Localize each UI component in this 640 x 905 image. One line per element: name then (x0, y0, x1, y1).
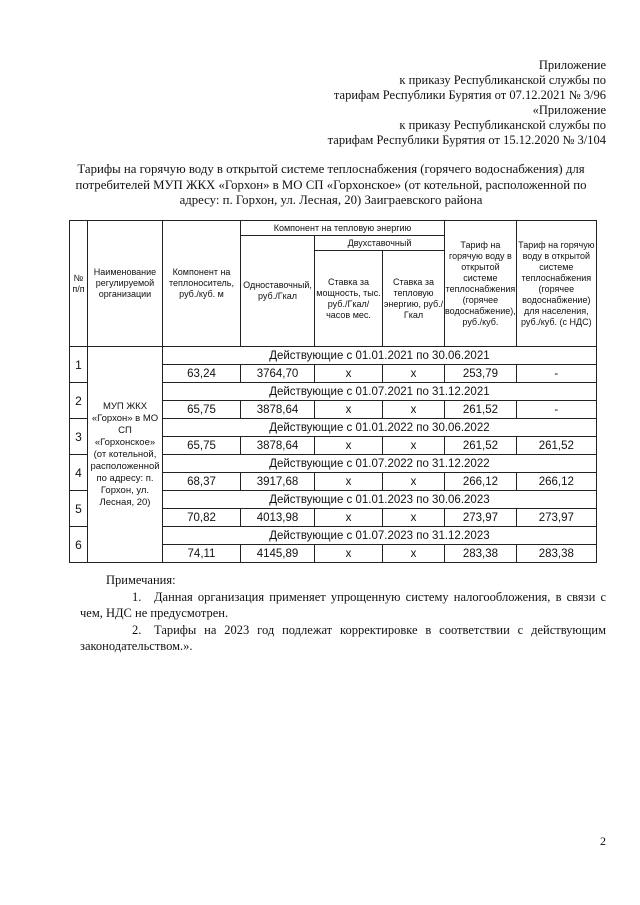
note-1 (80, 589, 606, 622)
tariff-population-value: 283,38 (516, 545, 596, 563)
header-line-1: Приложение (538, 58, 606, 72)
energy-value: х (383, 401, 445, 419)
tariff-population-value: 273,97 (516, 509, 596, 527)
energy-value: х (383, 545, 445, 563)
single-rate-value: 3878,64 (241, 401, 315, 419)
document-title: Тарифы на горячую воду в открытой системе теплоснабжения (горячего водоснабжения) для потребителей МУП ЖКХ «Горхон» в МО СП «Горхонское» (от котельной, расположенной по адресу: п. Горхон, ул. Лесная, 20) Заиграевского района (75, 162, 587, 207)
header-line-5: к приказу Республиканской службы по (399, 118, 606, 132)
carrier-value: 63,24 (163, 365, 241, 383)
row-number: 6 (70, 527, 88, 563)
tariff-value: 266,12 (445, 473, 517, 491)
note-1-text: Данная организация применяет упрощенную систему налогообложения, в связи с чем, НДС не предусмотрен. (80, 589, 606, 620)
header-line-2: к приказу Республиканской службы по (399, 73, 606, 87)
single-rate-value: 4145,89 (241, 545, 315, 563)
header-organization: Наименование регулируемой организации (88, 221, 163, 347)
page-number: 2 (600, 834, 606, 848)
notes-section (80, 572, 606, 655)
tariff-value: 261,52 (445, 437, 517, 455)
capacity-value: х (315, 437, 383, 455)
period-label: Действующие с 01.07.2021 по 31.12.2021 (163, 383, 597, 401)
row-number: 1 (70, 347, 88, 383)
capacity-value: х (315, 401, 383, 419)
header-line-3: тарифам Республики Бурятия от 07.12.2021 № 3/96 (333, 88, 606, 102)
carrier-value: 68,37 (163, 473, 241, 491)
header-capacity-rate: Ставка за мощность, тыс. руб./Гкал/ часов мес. (315, 251, 383, 347)
row-number: 5 (70, 491, 88, 527)
header-line-4: «Приложение (532, 103, 606, 117)
header-tariff: Тариф на горячую воду в открытой системе теплоснабжения (горячее водоснабжение), руб./куб. (445, 221, 517, 347)
note-1-number: 1. (132, 589, 142, 604)
row-number: 2 (70, 383, 88, 419)
carrier-value: 65,75 (163, 401, 241, 419)
tariff-value: 261,52 (445, 401, 517, 419)
header-no: № п/п (70, 221, 88, 347)
header-energy-rate: Ставка за тепловую энергию, руб./Гкал (383, 251, 445, 347)
carrier-value: 65,75 (163, 437, 241, 455)
header-two-part: Двухставочный (315, 236, 445, 251)
organization-name: МУП ЖКХ «Горхон» в МО СП «Горхонское» (от котельной, расположенной по адресу: п. Горхон, ул. Лесная, 20) (88, 347, 163, 563)
appendix-header (328, 58, 606, 148)
energy-value: х (383, 473, 445, 491)
carrier-value: 74,11 (163, 545, 241, 563)
header-line-6: тарифам Республики Бурятия от 15.12.2020 № 3/104 (327, 133, 606, 147)
tariff-population-value: - (516, 365, 596, 383)
notes-heading: Примечания: (106, 573, 176, 587)
tariff-population-value: - (516, 401, 596, 419)
single-rate-value: 3917,68 (241, 473, 315, 491)
capacity-value: х (315, 473, 383, 491)
note-2-number: 2. (132, 622, 142, 637)
header-single-rate: Одноставочный, руб./Гкал (241, 236, 315, 347)
energy-value: х (383, 509, 445, 527)
capacity-value: х (315, 509, 383, 527)
capacity-value: х (315, 365, 383, 383)
period-label: Действующие с 01.01.2022 по 30.06.2022 (163, 419, 597, 437)
tariff-value: 273,97 (445, 509, 517, 527)
single-rate-value: 3764,70 (241, 365, 315, 383)
tariff-value: 253,79 (445, 365, 517, 383)
energy-value: х (383, 365, 445, 383)
tariff-table (69, 220, 597, 563)
period-label: Действующие с 01.01.2023 по 30.06.2023 (163, 491, 597, 509)
tariff-value: 283,38 (445, 545, 517, 563)
row-number: 4 (70, 455, 88, 491)
carrier-value: 70,82 (163, 509, 241, 527)
tariff-population-value: 266,12 (516, 473, 596, 491)
energy-value: х (383, 437, 445, 455)
tariff-population-value: 261,52 (516, 437, 596, 455)
header-carrier-component: Компонент на теплоноситель, руб./куб. м (163, 221, 241, 347)
single-rate-value: 4013,98 (241, 509, 315, 527)
header-energy-component: Компонент на тепловую энергию (241, 221, 445, 236)
note-2 (80, 622, 606, 655)
note-2-text: Тарифы на 2023 год подлежат корректировке в соответствии с действующим законодательством.». (80, 622, 606, 653)
header-tariff-population: Тариф на горячую воду в открытой системе теплоснабжения (горячее водоснабжение) для населения, руб./куб. (с НДС) (516, 221, 596, 347)
row-number: 3 (70, 419, 88, 455)
period-label: Действующие с 01.07.2022 по 31.12.2022 (163, 455, 597, 473)
period-label: Действующие с 01.07.2023 по 31.12.2023 (163, 527, 597, 545)
capacity-value: х (315, 545, 383, 563)
single-rate-value: 3878,64 (241, 437, 315, 455)
period-label: Действующие с 01.01.2021 по 30.06.2021 (163, 347, 597, 365)
